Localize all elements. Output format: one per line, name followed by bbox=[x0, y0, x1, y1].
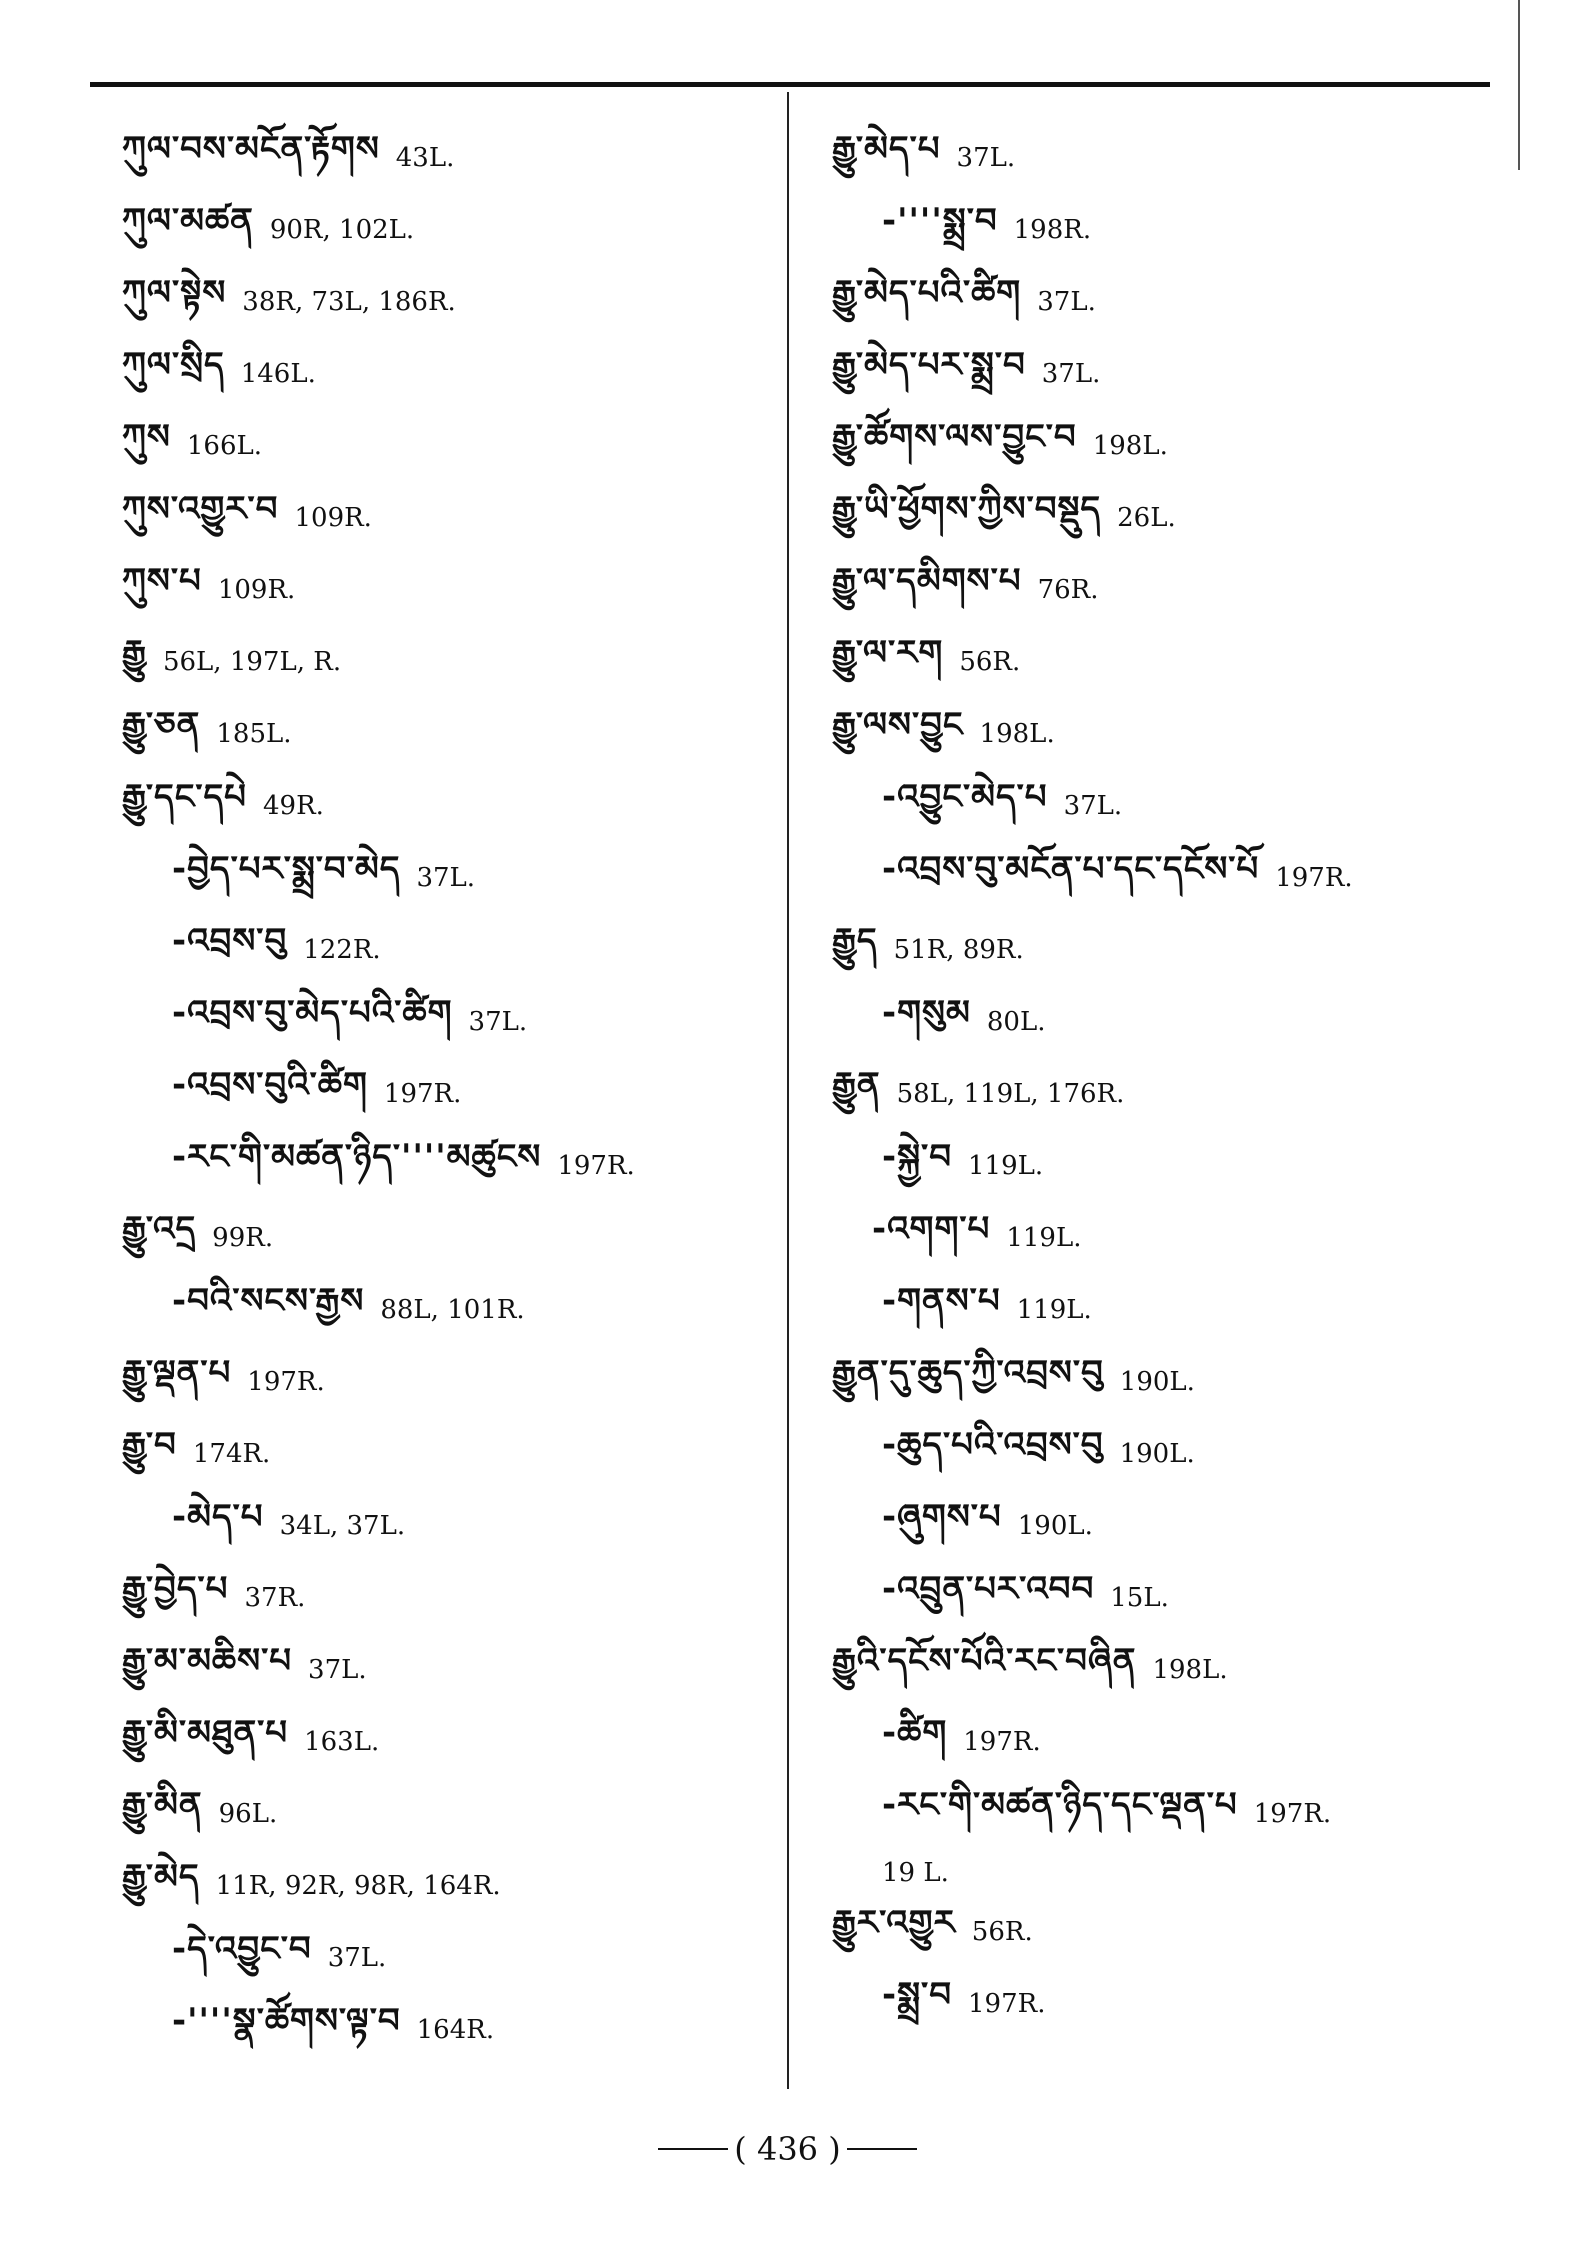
page-refs: 190L. bbox=[1119, 1367, 1195, 1397]
headword: རྒྱུ་མ་མཆིས་པ bbox=[122, 1641, 293, 1681]
page-refs: 90R, 102L. bbox=[269, 215, 415, 245]
headword: རྒྱུའི་དངོས་པོའི་རང་བཞིན bbox=[832, 1641, 1137, 1681]
headword: -རང་གི་མཚན་ཉིད་''''མཚུངས bbox=[172, 1137, 542, 1177]
headword: རྒྱུ་མེད་པར་སྨྲ་བ bbox=[832, 345, 1026, 385]
page-refs: 38R, 73L, 186R. bbox=[242, 287, 456, 317]
headword: ཀུལ་སྟེས bbox=[122, 273, 227, 313]
headword: རྒྱུ་དང་དཔེ bbox=[122, 777, 247, 817]
page-number-text: ( 436 ) bbox=[734, 2130, 841, 2168]
page-refs: 197R. bbox=[963, 1727, 1041, 1757]
headword: རྒྱུ་ལ་རག bbox=[832, 633, 944, 673]
headword: རྒྱུ་བ bbox=[122, 1425, 177, 1465]
page-refs: 166L. bbox=[186, 431, 263, 461]
headword: -རང་གི་མཚན་ཉིད་དང་ལྡན་པ bbox=[882, 1785, 1238, 1825]
page-refs: 122R. bbox=[303, 935, 381, 965]
page-refs: 34L, 37L. bbox=[279, 1511, 406, 1541]
index-entry bbox=[122, 338, 772, 410]
page-refs: 43L. bbox=[395, 143, 455, 173]
headword: རྒྱུ་ལ་དམིགས་པ bbox=[832, 561, 1022, 601]
headword: ཀུལ་སྲིད bbox=[122, 345, 225, 385]
page-refs: 37L. bbox=[1037, 287, 1096, 317]
headword: རྒྱུ་མེད bbox=[122, 1857, 200, 1897]
page-refs: 56R. bbox=[971, 1917, 1033, 1947]
headword: རྒྱུ་ཡི་ཕྱོགས་ཀྱིས་བསྡུད bbox=[832, 489, 1102, 529]
page-refs: 109R. bbox=[294, 503, 372, 533]
headword: -''''སྣ་ཚོགས་ལྟ་བ bbox=[172, 2001, 401, 2041]
headword: -འབྲས་བུ་མངོན་པ་དང་དངོས་པོ bbox=[882, 849, 1260, 889]
page-refs: 56R. bbox=[959, 647, 1021, 677]
page-refs: 26L. bbox=[1117, 503, 1176, 533]
top-rule bbox=[90, 82, 1490, 87]
headword: ཀུས་པ bbox=[122, 561, 202, 601]
headword: -''''སྨྲ་བ bbox=[882, 201, 998, 241]
page-refs: 51R, 89R. bbox=[893, 935, 1024, 965]
index-subentry bbox=[832, 842, 1492, 914]
page-refs: 96L. bbox=[218, 1799, 278, 1829]
page-refs: 56L, 197L, R. bbox=[162, 647, 342, 677]
page-refs: 164R. bbox=[416, 2015, 495, 2045]
index-subentry bbox=[832, 1968, 1492, 2040]
headword: -ཞུགས་པ bbox=[882, 1497, 1002, 1537]
headword: -འབྱུང་མེད་པ bbox=[882, 777, 1048, 817]
page-number-left-dash bbox=[658, 2148, 728, 2150]
headword: ཀུས bbox=[122, 417, 171, 457]
headword: རྒྱུན bbox=[832, 1065, 881, 1105]
page-refs: 37L. bbox=[327, 1943, 387, 1973]
headword: ཀུལ་བས་མངོན་རྟོགས bbox=[122, 129, 380, 169]
page-refs: 190L. bbox=[1119, 1439, 1195, 1469]
page-refs: 37L. bbox=[956, 143, 1016, 173]
page-refs: 119L. bbox=[968, 1151, 1044, 1181]
headword: རྒྱུད bbox=[832, 921, 878, 961]
headword: རྒྱུ་འདྲ bbox=[122, 1209, 197, 1249]
page-refs: 80L. bbox=[986, 1007, 1046, 1037]
page-refs: 119L. bbox=[1016, 1295, 1092, 1325]
page-refs: 109R. bbox=[217, 575, 296, 605]
page-refs: 190L. bbox=[1017, 1511, 1093, 1541]
index-subentry bbox=[832, 986, 1492, 1058]
index-subentry bbox=[122, 1994, 772, 2066]
right-column bbox=[832, 122, 1492, 2040]
headword: -འགག་པ bbox=[872, 1209, 991, 1249]
headword: ཀུས་འགྱུར་བ bbox=[122, 489, 279, 529]
page-refs: 146L. bbox=[240, 359, 316, 389]
page-refs: 197R. bbox=[557, 1151, 635, 1181]
index-entry bbox=[122, 1706, 772, 1778]
page-refs: 163L. bbox=[304, 1727, 380, 1757]
page-refs: 185L. bbox=[216, 719, 292, 749]
headword: རྒྱུ་མི་མཐུན་པ bbox=[122, 1713, 289, 1753]
page-refs: 37R. bbox=[244, 1583, 306, 1613]
headword: རྒྱུ་མེད་པའི་ཚིག bbox=[832, 273, 1022, 313]
page-refs: 197R. bbox=[1253, 1799, 1332, 1829]
page-refs: 198R. bbox=[1013, 215, 1092, 245]
page-refs: 198L. bbox=[979, 719, 1055, 749]
headword: -ཚིག bbox=[882, 1713, 948, 1753]
page-refs: 37L. bbox=[1063, 791, 1123, 821]
index-subentry bbox=[832, 1778, 1492, 1850]
headword: རྒྱུ་ལྡན་པ bbox=[122, 1353, 232, 1393]
page-refs: 198L. bbox=[1152, 1655, 1228, 1685]
page-refs: 19 L. bbox=[882, 1858, 949, 1888]
page-refs: 198L. bbox=[1092, 431, 1168, 461]
page-refs: 99R. bbox=[212, 1223, 274, 1253]
index-entry bbox=[122, 1346, 772, 1418]
headword: རྒྱུ bbox=[122, 633, 147, 673]
page-refs: 37L. bbox=[416, 863, 476, 893]
headword: -ཆུད་པའི་འབྲས་བུ bbox=[882, 1425, 1104, 1465]
headword: རྒྱུ་མིན bbox=[122, 1785, 203, 1825]
headword: -མེད་པ bbox=[172, 1497, 264, 1537]
left-column bbox=[122, 122, 772, 2066]
headword: རྒྱུན་དུ་ཆུད་ཀྱི་འབྲས་བུ bbox=[832, 1353, 1104, 1393]
page-edge-line bbox=[1518, 0, 1520, 170]
headword: རྒྱུ་ལས་བྱུང bbox=[832, 705, 964, 745]
headword: -གནས་པ bbox=[882, 1281, 1001, 1321]
page-refs: 174R. bbox=[192, 1439, 271, 1469]
headword: -འབྲུན་པར་འབབ bbox=[882, 1569, 1095, 1609]
headword: -བྱེད་པར་སྨྲ་བ་མེད bbox=[172, 849, 401, 889]
headword: རྒྱུ་མེད་པ bbox=[832, 129, 941, 169]
headword: -འབྲས་བུ་མེད་པའི་ཚིག bbox=[172, 993, 453, 1033]
headword: -བའི་སངས་རྒྱས bbox=[172, 1281, 365, 1321]
page-refs: 76R. bbox=[1037, 575, 1099, 605]
index-entry bbox=[122, 626, 772, 698]
page-refs: 197R. bbox=[1275, 863, 1353, 893]
page-refs: 37L. bbox=[308, 1655, 367, 1685]
page-refs: 37L. bbox=[1041, 359, 1101, 389]
page-refs: 11R, 92R, 98R, 164R. bbox=[215, 1871, 501, 1901]
page-refs: 49R. bbox=[262, 791, 324, 821]
column-divider bbox=[787, 92, 789, 2089]
headword: -དེ་འབྱུང་བ bbox=[172, 1929, 312, 1969]
index-subentry bbox=[122, 1130, 772, 1202]
page-refs: 15L. bbox=[1110, 1583, 1169, 1613]
page-refs: 197R. bbox=[968, 1989, 1046, 2019]
index-entry bbox=[122, 482, 772, 554]
headword: -འབྲས་བུ bbox=[172, 921, 288, 961]
headword: རྒྱུ་ཅན bbox=[122, 705, 201, 745]
page-number-right-dash bbox=[847, 2148, 917, 2150]
page-refs: 58L, 119L, 176R. bbox=[896, 1079, 1125, 1109]
page-refs: 88L, 101R. bbox=[380, 1295, 525, 1325]
headword: ཀུལ་མཚན bbox=[122, 201, 254, 241]
headword: -སྐྱེ་བ bbox=[882, 1137, 952, 1177]
headword: རྒྱུར་འགྱུར bbox=[832, 1903, 956, 1943]
headword: -སྨྲ་བ bbox=[882, 1975, 952, 2015]
headword: རྒྱུ་ཚོགས་ལས་བྱུང་བ bbox=[832, 417, 1077, 457]
headword: རྒྱུ་བྱེད་པ bbox=[122, 1569, 229, 1609]
page-refs: 37L. bbox=[468, 1007, 528, 1037]
page-number bbox=[0, 2130, 1575, 2168]
page-refs: 197R. bbox=[383, 1079, 462, 1109]
headword: -གསུམ bbox=[882, 993, 971, 1033]
headword: -འབྲས་བུའི་ཚིག bbox=[172, 1065, 368, 1105]
page-refs: 119L. bbox=[1006, 1223, 1082, 1253]
page-refs: 197R. bbox=[247, 1367, 325, 1397]
